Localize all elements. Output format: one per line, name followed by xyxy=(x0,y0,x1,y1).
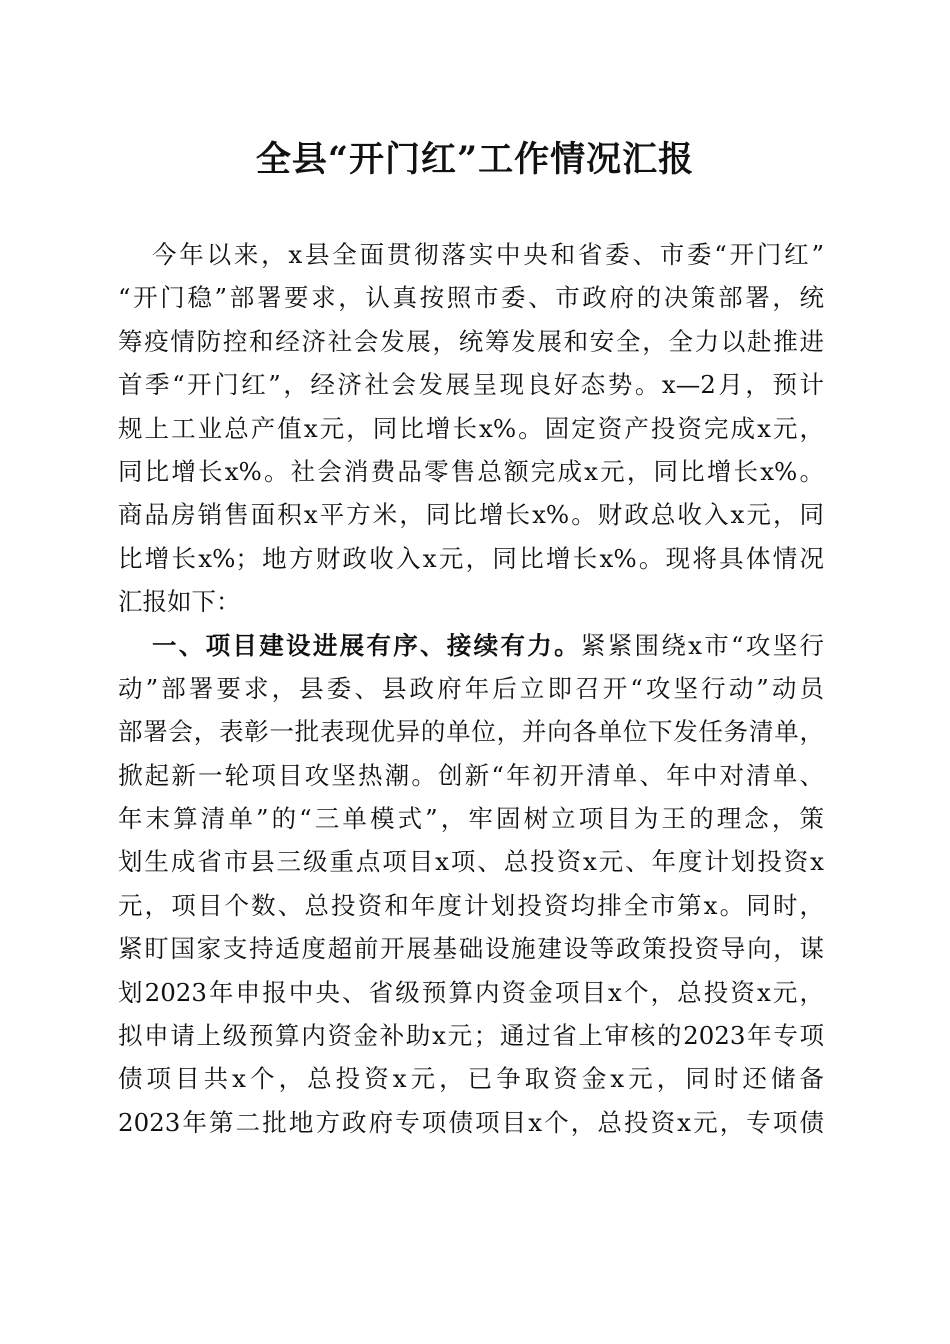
text-line: 拟申请上级预算内资金补助x元；通过省上审核的2023年专项 xyxy=(118,1021,824,1051)
text-line: 年末算清单”的“三单模式”，牢固树立项目为王的理念，策 xyxy=(118,804,824,834)
text-line: 同比增长x%。社会消费品零售总额完成x元，同比增长x%。 xyxy=(118,456,824,486)
text-line: 首季“开门红”，经济社会发展呈现良好态势。x—2月，预计 xyxy=(118,370,824,400)
text-line: 划2023年申报中央、省级预算内资金项目x个，总投资x元， xyxy=(118,977,824,1007)
text-line: 规上工业总产值x元，同比增长x%。固定资产投资完成x元， xyxy=(118,413,824,443)
text-line: 汇报如下： xyxy=(118,587,241,617)
text-line: 债项目共x个，总投资x元，已争取资金x元，同时还储备 xyxy=(118,1064,824,1094)
text-span: 紧紧围绕x市“攻坚行 xyxy=(580,630,825,660)
text-line: 比增长x%；地方财政收入x元，同比增长x%。现将具体情况 xyxy=(118,543,824,573)
intro-paragraph xyxy=(118,233,824,624)
text-line: 今年以来，x县全面贯彻落实中央和省委、市委“开门红” xyxy=(152,240,824,269)
text-line: 筹疫情防控和经济社会发展，统筹发展和安全，全力以赴推进 xyxy=(118,326,824,356)
section-1-paragraph xyxy=(118,624,824,1145)
document-body xyxy=(118,233,824,1144)
text-line: 掀起新一轮项目攻坚热潮。创新“年初开清单、年中对清单、 xyxy=(118,760,824,790)
text-line: 部署会，表彰一批表现优异的单位，并向各单位下发任务清单， xyxy=(118,717,824,747)
text-line: 紧盯国家支持适度超前开展基础设施建设等政策投资导向，谋 xyxy=(118,934,824,964)
document-title: 全县“开门红”工作情况汇报 xyxy=(255,139,695,180)
text-line: 元，项目个数、总投资和年度计划投资均排全市第x。同时， xyxy=(118,890,824,920)
section-heading: 一、项目建设进展有序、接续有力。 xyxy=(152,630,581,660)
text-line: 动”部署要求，县委、县政府年后立即召开“攻坚行动”动员 xyxy=(118,673,824,703)
text-line: 划生成省市县三级重点项目x项、总投资x元、年度计划投资x xyxy=(118,847,824,877)
text-line: “开门稳”部署要求，认真按照市委、市政府的决策部署，统 xyxy=(118,283,824,313)
text-line: 商品房销售面积x平方米，同比增长x%。财政总收入x元，同 xyxy=(118,500,824,530)
text-line xyxy=(118,624,824,667)
text-line: 2023年第二批地方政府专项债项目x个，总投资x元，专项债 xyxy=(118,1107,824,1137)
